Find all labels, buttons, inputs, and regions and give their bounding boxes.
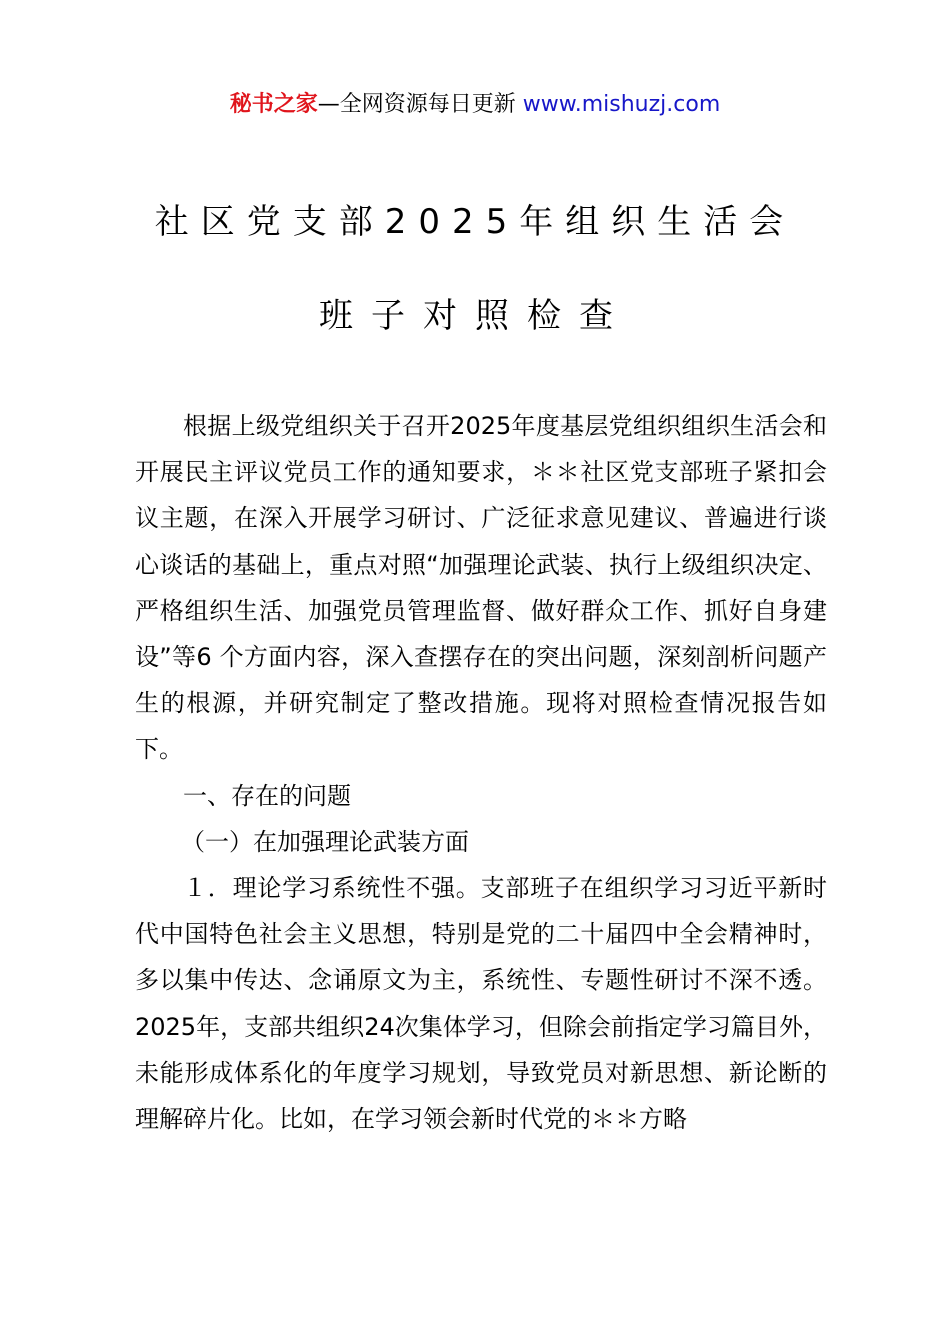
body-paragraph: １．理论学习系统性不强。支部班子在组织学习习近平新时代中国特色社会主义思想，特别是党的二十届四中全会精神时，多以集中传达、念诵原文为主，系统性、专题性研讨不深不透。2025年，支部共组织24次集体学习，但除会前指定学习篇目外，未能形成体系化的年度学习规划，导致党员对新思想、新论断的理解碎片化。比如，在学习领会新时代党的＊＊方略 xyxy=(135,874,827,1134)
site-header xyxy=(0,88,950,122)
site-url-link[interactable]: www.mishuzj.com xyxy=(522,92,721,117)
subsection-heading: （一）在加强理论武装方面 xyxy=(181,827,469,856)
document-title-line-2: 班子对照检查 xyxy=(319,296,631,336)
document-body xyxy=(135,403,827,1142)
intro-paragraph: 根据上级党组织关于召开2025年度基层党组织组织生活会和开展民主评议党员工作的通知要求，＊＊社区党支部班子紧扣会议主题，在深入开展学习研讨、广泛征求意见建议、普遍进行谈心谈话的基础上，重点对照“加强理论武装、执行上级组织决定、严格组织生活、加强党员管理监督、做好群众工作、抓好自身建设”等6 个方面内容，深入查摆存在的突出问题，深刻剖析问题产生的根源，并研究制定了整改措施。现将对照检查情况报告如下。 xyxy=(135,412,827,764)
document-title-line-1: 社区党支部2025年组织生活会 xyxy=(154,202,796,242)
site-brand: 秘书之家 xyxy=(229,92,318,117)
section-heading: 一、存在的问题 xyxy=(183,781,351,810)
site-tagline: —全网资源每日更新 xyxy=(317,92,516,117)
